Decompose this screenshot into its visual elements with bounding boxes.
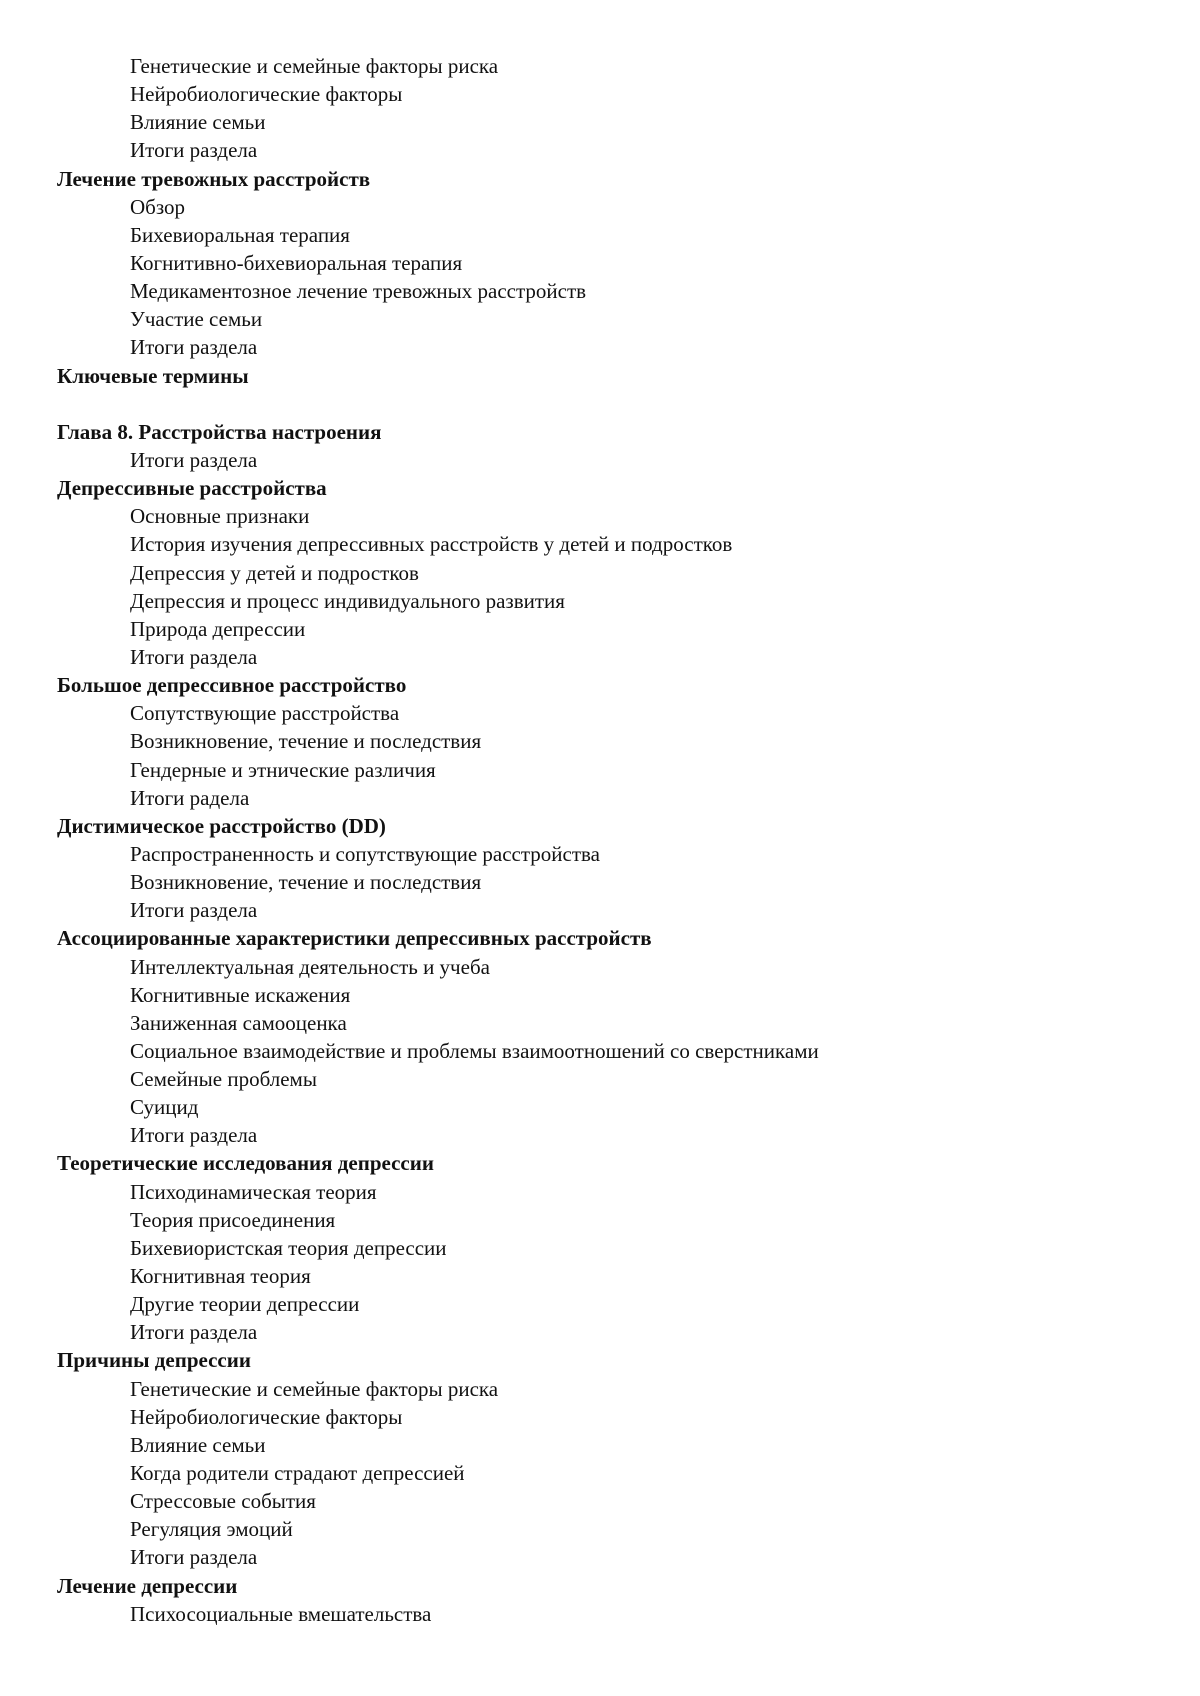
toc-subsection: Итоги раздела xyxy=(130,898,258,923)
toc-subsection: Генетические и семейные факторы риска xyxy=(130,1376,499,1401)
toc-subsection: Нейробиологические факторы xyxy=(130,1404,403,1429)
toc-subsection: Стрессовые события xyxy=(130,1489,316,1514)
toc-subsection: Нейробиологические факторы xyxy=(130,82,403,107)
toc-section-heading: Лечение депрессии xyxy=(57,1573,238,1598)
toc-subsection: Когнитивно-бихевиоральная терапия xyxy=(130,250,463,275)
toc-subsection: Когнитивная теория xyxy=(130,1264,311,1289)
toc-chapter-title: Глава 8. Расстройства настроения xyxy=(57,419,382,444)
toc-subsection: Депрессия и процесс индивидуального развития xyxy=(130,588,565,613)
toc-subsection: Интеллектуальная деятельность и учеба xyxy=(130,954,490,979)
toc-subsection: Итоги раздела xyxy=(130,1123,258,1148)
toc-subsection: Когнитивные искажения xyxy=(130,982,351,1007)
toc-subsection: Итоги раздела xyxy=(130,1320,258,1345)
toc-section-heading: Дистимическое расстройство (DD) xyxy=(57,813,386,838)
toc-section-heading: Причины депрессии xyxy=(57,1348,251,1373)
toc-subsection: Основные признаки xyxy=(130,504,310,529)
toc-subsection: Заниженная самооценка xyxy=(130,1010,347,1035)
toc-subsection: Влияние семьи xyxy=(130,1432,266,1457)
toc-subsection: Природа депрессии xyxy=(130,616,306,641)
toc-subsection: Итоги раздела xyxy=(130,644,258,669)
toc-subsection: Регуляция эмоций xyxy=(130,1517,293,1542)
toc-subsection: Бихевиористская теория депрессии xyxy=(130,1235,447,1260)
toc-subsection: Депрессия у детей и подростков xyxy=(130,560,419,585)
toc-subsection: Психосоциальные вмешательства xyxy=(130,1601,432,1626)
toc-subsection: Генетические и семейные факторы риска xyxy=(130,54,499,78)
toc-subsection: Психодинамическая теория xyxy=(130,1179,377,1204)
toc-section-heading: Лечение тревожных расстройств xyxy=(57,166,371,191)
toc-subsection: Медикаментозное лечение тревожных расстройств xyxy=(130,279,587,304)
toc-subsection: Социальное взаимодействие и проблемы взаимоотношений со сверстниками xyxy=(130,1038,819,1063)
toc-subsection: Итоги раздела xyxy=(130,335,258,360)
toc-subsection: Обзор xyxy=(130,194,186,219)
toc-subsection: Когда родители страдают депрессией xyxy=(130,1461,465,1486)
toc-blank-line xyxy=(0,390,1200,418)
toc-subsection: Итоги радела xyxy=(130,785,250,810)
toc-section-heading: Большое депрессивное расстройство xyxy=(57,673,407,698)
toc-subsection: Теория присоединения xyxy=(130,1207,336,1232)
toc-subsection: Возникновение, течение и последствия xyxy=(130,870,482,895)
toc-subsection: Участие семьи xyxy=(130,307,263,332)
toc-subsection: Суицид xyxy=(130,1095,199,1120)
toc-subsection: Другие теории депрессии xyxy=(130,1292,360,1317)
toc-subsection: Итоги раздела xyxy=(130,447,258,472)
toc-section-heading: Ассоциированные характеристики депрессивных расстройств xyxy=(57,926,652,951)
toc-subsection: Итоги раздела xyxy=(130,1545,258,1570)
toc-subsection: Гендерные и этнические различия xyxy=(130,757,436,782)
toc-subsection: Распространенность и сопутствующие расстройства xyxy=(130,841,600,866)
toc-section-heading: Ключевые термины xyxy=(57,363,249,388)
toc-section-heading: Теоретические исследования депрессии xyxy=(57,1151,434,1176)
toc-section-heading: Депрессивные расстройства xyxy=(57,476,327,501)
toc-subsection: Семейные проблемы xyxy=(130,1067,317,1092)
toc-subsection: Сопутствующие расстройства xyxy=(130,701,400,726)
toc-subsection: Бихевиоральная терапия xyxy=(130,222,350,247)
toc-subsection: Влияние семьи xyxy=(130,110,266,135)
toc-subsection: Итоги раздела xyxy=(130,138,258,163)
toc-subsection: История изучения депрессивных расстройств у детей и подростков xyxy=(130,532,733,557)
toc-subsection: Возникновение, течение и последствия xyxy=(130,729,482,754)
table-of-contents xyxy=(0,52,1200,1628)
